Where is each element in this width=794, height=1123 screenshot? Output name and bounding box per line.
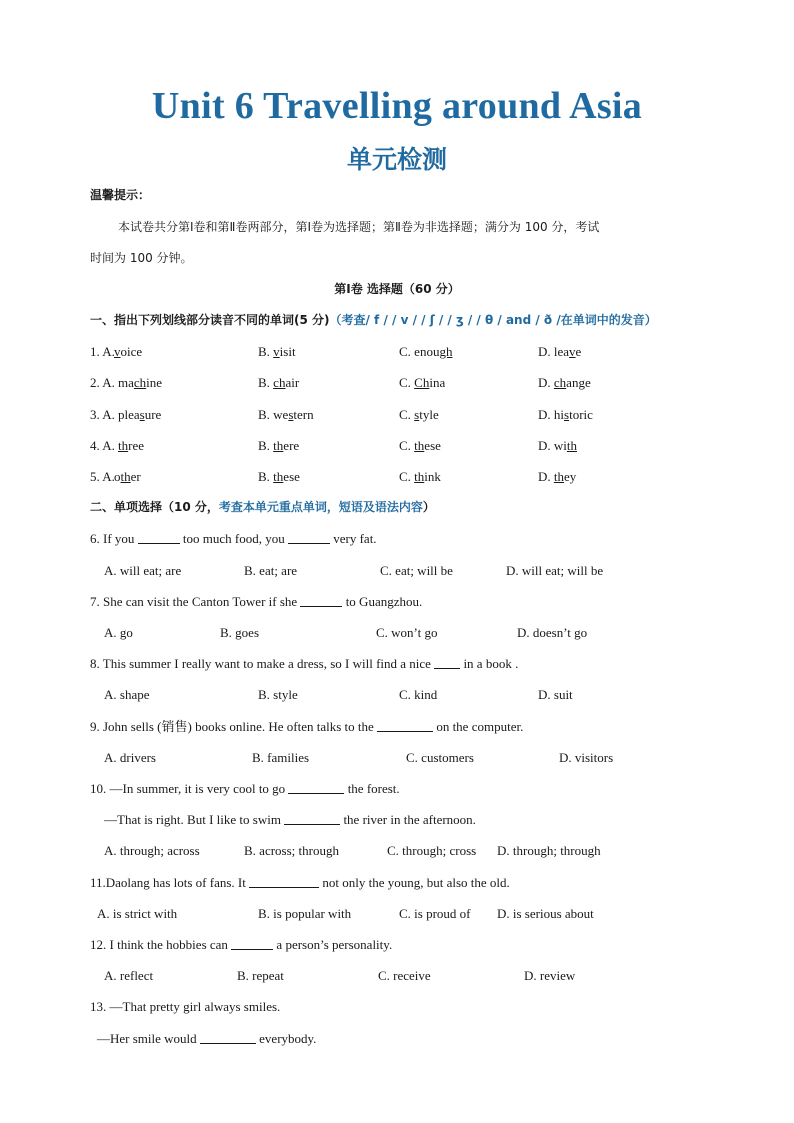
question-11 [90,874,510,892]
underlined-letters: v [273,344,280,359]
underlined-letters: gh [439,344,453,359]
question-10-text-d: the river in the afternoon. [340,812,476,827]
phonics-2-option-c[interactable] [399,374,445,392]
phonics-1-option-a[interactable] [114,343,142,361]
underlined-letters: s [564,407,570,422]
phonics-number: 2. A. [90,375,115,390]
underlined-letters: ch [133,375,147,390]
word-suffix: ink [424,469,441,484]
underlined-letters: s [139,407,145,422]
option-letter: D. [538,344,554,359]
underlined-letters: v [569,344,576,359]
phonics-4-option-c[interactable] [399,437,441,455]
question-12-option-b[interactable]: B. repeat [237,968,284,983]
answer-blank[interactable] [231,937,273,950]
question-9-option-a[interactable]: A. drivers [104,750,156,765]
section-2-note: 考查本单元重点单词，短语及语法内容 [218,500,423,514]
question-7-option-b[interactable]: B. goes [220,625,259,640]
question-12-option-c[interactable]: C. receive [378,968,431,983]
page-title: Unit 6 Travelling around Asia [151,85,643,127]
word-prefix: o [114,469,121,484]
phonics-number: 4. A. [90,438,115,453]
option-letter: D. [538,469,554,484]
question-10-option-c[interactable]: C. through; cross [387,843,477,858]
underlined-letters: th [414,438,425,453]
underlined-letters: Ch [414,375,430,390]
question-6-option-d[interactable]: D. will eat; will be [506,563,604,578]
word-prefix: ma [118,375,134,390]
answer-blank[interactable] [249,875,319,888]
question-6-text-c: very fat. [330,531,377,546]
underlined-letters: th [273,469,284,484]
underlined-letters: ch [553,375,567,390]
answer-blank[interactable] [377,719,433,732]
phonics-4-option-b[interactable] [258,437,299,455]
option-letter: B. [258,375,274,390]
tips-line-2: 时间为 100 分钟。 [90,251,193,265]
word-prefix: wi [553,438,567,453]
option-letter: C. [399,438,415,453]
question-13-reply [97,1030,316,1048]
word-suffix: ree [128,438,144,453]
underlined-letters: s [288,407,294,422]
question-12 [90,936,392,954]
option-letter: D. [538,438,554,453]
word-suffix: ese [424,438,441,453]
phonics-4-option-d[interactable] [538,437,577,455]
question-6-option-c[interactable]: C. eat; will be [380,563,453,578]
question-12-text-b: a person’s personality. [273,937,393,952]
word-suffix: air [285,375,300,390]
question-10-option-b[interactable]: B. across; through [244,843,339,858]
question-8-option-b[interactable]: B. style [258,687,298,702]
question-10-reply [104,811,476,829]
question-8-option-a[interactable]: A. shape [104,687,150,702]
answer-blank[interactable] [200,1031,256,1044]
underlined-letters: s [414,407,420,422]
underlined-letters: v [114,344,121,359]
option-letter: D. [538,407,554,422]
question-9-option-d[interactable]: D. visitors [559,750,614,765]
option-letter: C. [399,375,415,390]
question-9-text-a: 9. John sells (销售) books online. He often talks to the [90,719,378,734]
word-suffix: tyle [419,407,439,422]
question-11-text-a: 11.Daolang has lots of fans. It [90,875,250,890]
question-10-text-c: —That is right. But I like to swim [104,812,285,827]
word-prefix: hi [553,407,565,422]
option-letter: B. [258,438,274,453]
word-suffix: isit [279,344,296,359]
word-prefix: enou [414,344,440,359]
section-1-note: （考查/ f / / v / / ʃ / / ʒ / / θ / and / ð /在单词中的发音） [329,313,657,327]
phonics-3-option-b[interactable] [258,406,314,424]
phonics-2-option-a[interactable] [118,374,162,392]
option-letter: C. [399,344,415,359]
word-suffix: ese [283,469,300,484]
phonics-3-option-a[interactable] [118,406,161,424]
question-12-option-a[interactable]: A. reflect [104,968,154,983]
question-7 [90,593,422,611]
option-letter: B. [258,407,274,422]
word-suffix: ine [146,375,163,390]
phonics-number: 3. A. [90,407,115,422]
option-letter: B. [258,469,274,484]
question-7-text-a: 7. She can visit the Canton Tower if she [90,594,301,609]
question-6-option-b[interactable]: B. eat; are [244,563,298,578]
question-6-option-a[interactable]: A. will eat; are [104,563,182,578]
question-7-text-b: to Guangzhou. [342,594,423,609]
question-9 [90,718,523,736]
word-suffix: ey [564,469,577,484]
question-13-text-b: everybody. [255,1031,317,1046]
page-subtitle: 单元检测 [346,145,447,174]
word-suffix: ere [283,438,300,453]
question-7-option-d[interactable]: D. doesn’t go [517,625,588,640]
section-1-title: 一、指出下列划线部分读音不同的单词(5 分) [90,313,330,327]
section-2-title: 二、单项选择（10 分， [90,500,219,514]
section-2-heading [90,498,435,516]
phonics-4-option-a[interactable] [118,437,144,455]
phonics-1-option-c[interactable] [399,343,452,361]
tips-line-1: 本试卷共分第Ⅰ卷和第Ⅱ卷两部分，第Ⅰ卷为选择题；第Ⅱ卷为非选择题；满分为 100 分，考试 [118,220,600,234]
question-11-option-d[interactable]: D. is serious about [497,906,594,921]
question-6-text-a: 6. If you [90,531,138,546]
question-12-option-d[interactable]: D. review [524,968,576,983]
answer-blank[interactable] [434,656,460,669]
word-suffix: ange [566,375,591,390]
word-suffix: tern [293,407,314,422]
word-prefix: plea [118,407,140,422]
phonics-2-option-b[interactable] [258,374,299,392]
section-2-close: ） [422,500,435,514]
phonics-3-option-c[interactable] [399,406,439,424]
question-9-text-b: on the computer. [433,719,524,734]
question-10-option-a[interactable]: A. through; across [104,843,200,858]
question-8-text-a: 8. This summer I really want to make a dress, so I will find a nice [90,656,435,671]
underlined-letters: th [118,438,129,453]
phonics-1-option-b[interactable] [258,343,296,361]
question-11-option-c[interactable]: C. is proud of [399,906,471,921]
question-9-option-c[interactable]: C. customers [406,750,474,765]
tips-heading: 温馨提示： [90,188,151,202]
phonics-5-option-c[interactable] [399,468,441,486]
phonics-5-option-d[interactable] [538,468,576,486]
answer-blank[interactable] [138,531,180,544]
underlined-letters: ch [273,375,286,390]
word-suffix: oice [120,344,143,359]
word-prefix: lea [553,344,570,359]
question-8 [90,655,518,673]
question-9-option-b[interactable]: B. families [252,750,310,765]
question-7-option-a[interactable]: A. go [104,625,133,640]
phonics-2-option-d[interactable] [538,374,591,392]
question-10-text-a: 10. —In summer, it is very cool to go [90,781,289,796]
question-13: 13. —That pretty girl always smiles. [90,999,281,1014]
underlined-letters: th [120,469,131,484]
question-10 [90,780,400,798]
word-suffix: ina [429,375,446,390]
option-letter: B. [258,344,274,359]
question-8-option-c[interactable]: C. kind [399,687,438,702]
answer-blank[interactable] [288,781,344,794]
section-1-heading [90,311,657,329]
option-letter: C. [399,469,415,484]
phonics-5-option-a[interactable] [114,468,141,486]
option-letter: D. [538,375,554,390]
phonics-3-option-d[interactable] [538,406,593,424]
answer-blank[interactable] [300,594,342,607]
phonics-1-option-d[interactable] [538,343,581,361]
question-12-text-a: 12. I think the hobbies can [90,937,232,952]
question-8-option-d[interactable]: D. suit [538,687,573,702]
answer-blank[interactable] [284,812,340,825]
volume-1-heading: 第Ⅰ卷 选择题（60 分） [334,282,460,296]
underlined-letters: th [414,469,425,484]
question-8-text-b: in a book . [460,656,519,671]
question-6-text-b: too much food, you [179,531,288,546]
answer-blank[interactable] [288,531,330,544]
underlined-letters: th [273,438,284,453]
underlined-letters: th [566,438,578,453]
question-10-text-b: the forest. [344,781,400,796]
underlined-letters: th [553,469,565,484]
word-suffix: e [575,344,582,359]
option-letter: C. [399,407,415,422]
phonics-5-option-b[interactable] [258,468,300,486]
phonics-number: 5. A. [90,469,115,484]
word-suffix: er [130,469,141,484]
word-suffix: ure [144,407,162,422]
question-7-option-c[interactable]: C. won’t go [376,625,438,640]
word-suffix: toric [569,407,593,422]
word-prefix: we [273,407,289,422]
question-11-option-a[interactable]: A. is strict with [97,906,178,921]
phonics-number: 1. A. [90,344,115,359]
question-11-option-b[interactable]: B. is popular with [258,906,352,921]
question-10-option-d[interactable]: D. through; through [497,843,601,858]
question-11-text-b: not only the young, but also the old. [319,875,510,890]
question-13-text-a: —Her smile would [97,1031,200,1046]
question-6 [90,530,377,548]
